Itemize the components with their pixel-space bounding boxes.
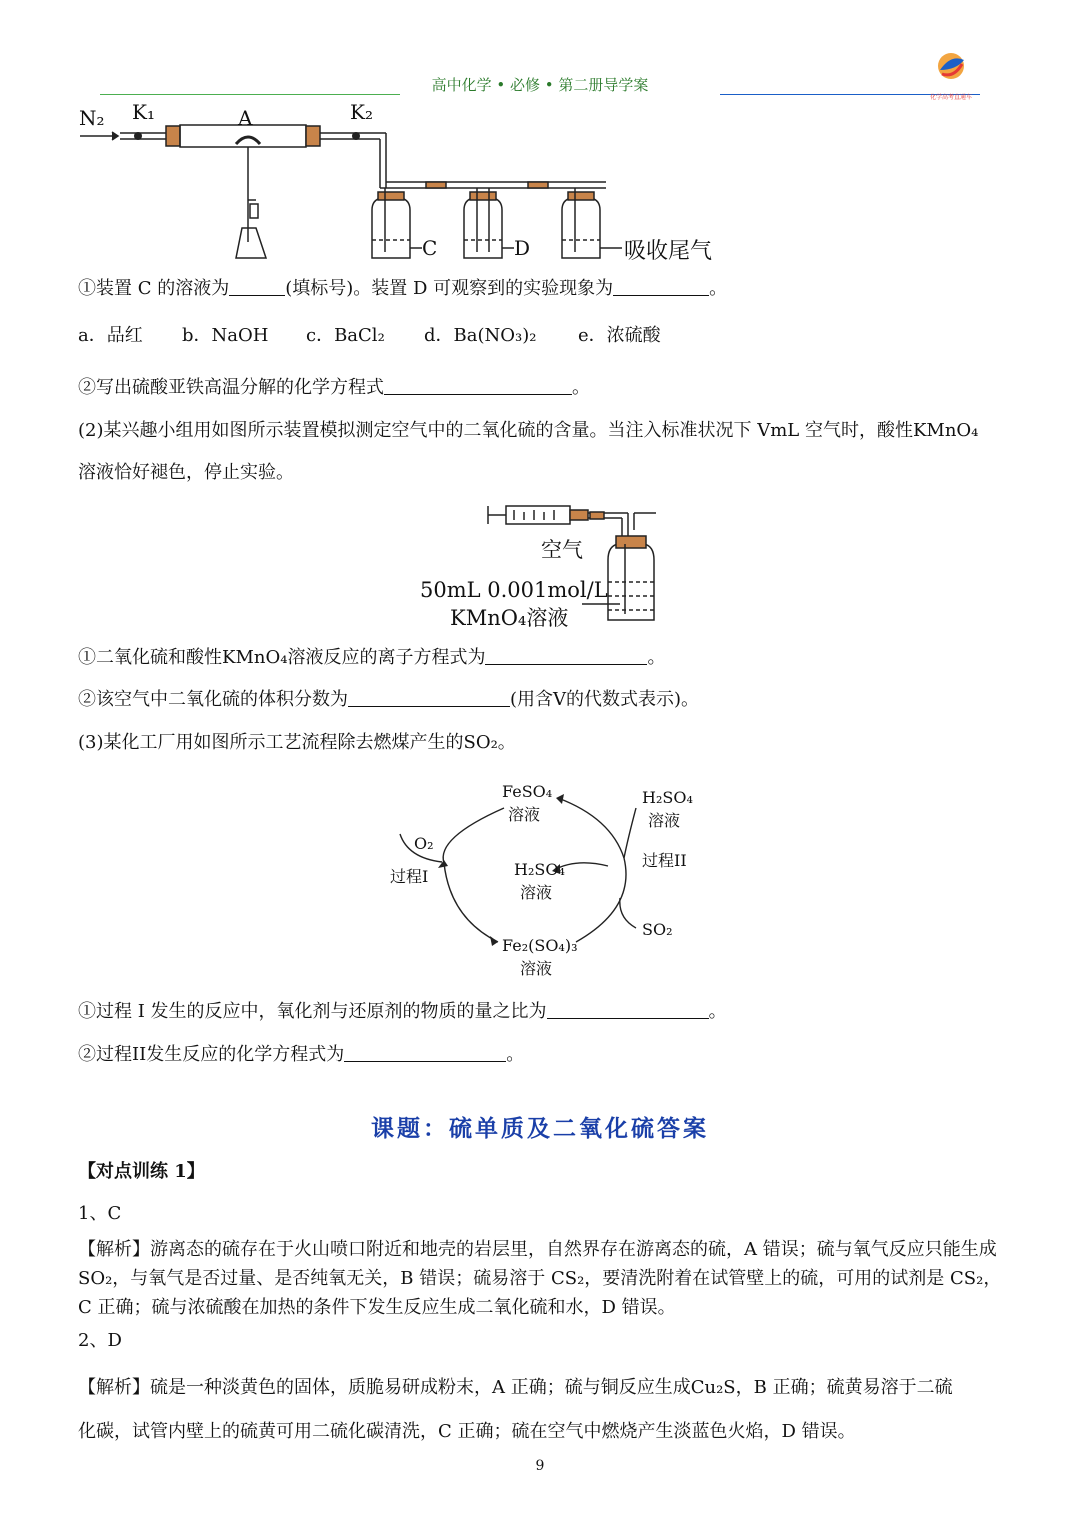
- label-kmno4-conc: 50mL 0.001mol/L: [420, 578, 608, 602]
- label-h2so4-mid-solution: 溶液: [520, 883, 553, 902]
- q1-blank-c[interactable]: [229, 277, 285, 296]
- q2-intro-2: 溶液恰好褪色，停止实验。: [78, 462, 294, 483]
- label-c: C: [422, 236, 438, 260]
- label-k2: K₂: [350, 100, 373, 124]
- label-h2so4-top-solution: 溶液: [648, 811, 681, 830]
- q1-blank-d[interactable]: [613, 277, 709, 296]
- label-d: D: [514, 236, 531, 260]
- header-title: 高中化学 • 必修 • 第二册导学案: [431, 76, 649, 94]
- label-tail-gas: 吸收尾气: [624, 239, 713, 264]
- label-k1: K₁: [132, 100, 155, 124]
- logo: [922, 50, 980, 101]
- q3-intro: (3)某化工厂用如图所示工艺流程除去燃煤产生的SO₂。: [78, 732, 516, 753]
- option-b: b．NaOH: [182, 325, 269, 346]
- answer-1: 1、C: [78, 1203, 122, 1224]
- explanation-2-line2: 化碳，试管内壁上的硫黄可用二硫化碳清洗，C 正确；硫在空气中燃烧产生淡蓝色火焰，D 错误。: [78, 1421, 856, 1442]
- answer-2: 2、D: [78, 1330, 122, 1351]
- label-fe2so43: Fe₂(SO₄)₃: [502, 936, 578, 955]
- option-c: c．BaCl₂: [306, 325, 385, 346]
- label-air: 空气: [541, 538, 583, 562]
- q1-line1: ①装置 C 的溶液为 (填标号)。装置 D 可观察到的实验现象为 。: [78, 278, 728, 299]
- label-kmno4-solution: KMnO₄溶液: [450, 606, 569, 630]
- label-o2: O₂: [414, 834, 434, 853]
- label-h2so4-top: H₂SO₄: [642, 788, 693, 807]
- option-a: a．品红: [78, 325, 143, 346]
- label-feso4-solution: 溶液: [508, 805, 541, 824]
- logo-text: 化学高考直通车: [929, 94, 972, 101]
- answers-title: 课题：硫单质及二氧化硫答案: [371, 1115, 709, 1142]
- label-a: A: [238, 106, 253, 130]
- q2-blank-volume-fraction[interactable]: [348, 688, 510, 707]
- label-h2so4-mid: H₂SO₄: [514, 860, 565, 879]
- explanation-1: 【解析】游离态的硫存在于火山喷口附近和地壳的岩层里，自然界存在游离态的硫，A 错误；硫与氧气反应只能生成 SO₂，与氧气是否过量、是否纯氧无关，B 错误；硫易溶于 CS₂，要清洗附着在试管壁上的硫，可用的试剂是 CS₂，C 正确；硫与浓硫酸在加热的条件下发生反应生成二氧化硫和水，D 错误。: [78, 1239, 1002, 1318]
- logo-icon: [922, 50, 980, 94]
- header-rule-left: [100, 94, 400, 95]
- q2-sub1: ①二氧化硫和酸性KMnO₄溶液反应的离子方程式为 。: [78, 647, 666, 668]
- page-number: 9: [535, 1458, 545, 1474]
- q3-sub1: ①过程 I 发生的反应中，氧化剂与还原剂的物质的量之比为 。: [78, 1001, 727, 1022]
- label-fe2so43-solution: 溶液: [520, 959, 553, 978]
- q3-blank-equation[interactable]: [344, 1043, 506, 1062]
- option-d: d．Ba(NO₃)₂: [424, 325, 537, 346]
- label-process-2: 过程II: [642, 851, 687, 870]
- answers-section: 【对点训练 1】: [78, 1161, 205, 1182]
- q3-sub2: ②过程II发生反应的化学方程式为 。: [78, 1044, 525, 1065]
- q3-blank-ratio[interactable]: [547, 1000, 709, 1019]
- q2-blank-ion-eq[interactable]: [485, 646, 647, 665]
- label-process-1: 过程I: [390, 867, 429, 886]
- label-so2: SO₂: [642, 920, 673, 939]
- label-n2: N₂: [79, 106, 105, 130]
- explanation-2-line1: 【解析】硫是一种淡黄色的固体，质脆易研成粉末，A 正确；硫与铜反应生成Cu₂S，B 正确；硫黄易溶于二硫: [78, 1377, 953, 1398]
- q1-options: [78, 324, 661, 348]
- q1-line2: ②写出硫酸亚铁高温分解的化学方程式 。: [78, 377, 590, 398]
- q2-sub2: ②该空气中二氧化硫的体积分数为 (用含V的代数式表示)。: [78, 689, 700, 710]
- label-feso4: FeSO₄: [502, 782, 553, 801]
- q2-intro-1: (2)某兴趣小组用如图所示装置模拟测定空气中的二氧化硫的含量。当注入标准状况下 VmL 空气时，酸性KMnO₄: [78, 420, 979, 441]
- q1-blank-equation[interactable]: [384, 376, 572, 395]
- option-e: e．浓硫酸: [578, 325, 661, 346]
